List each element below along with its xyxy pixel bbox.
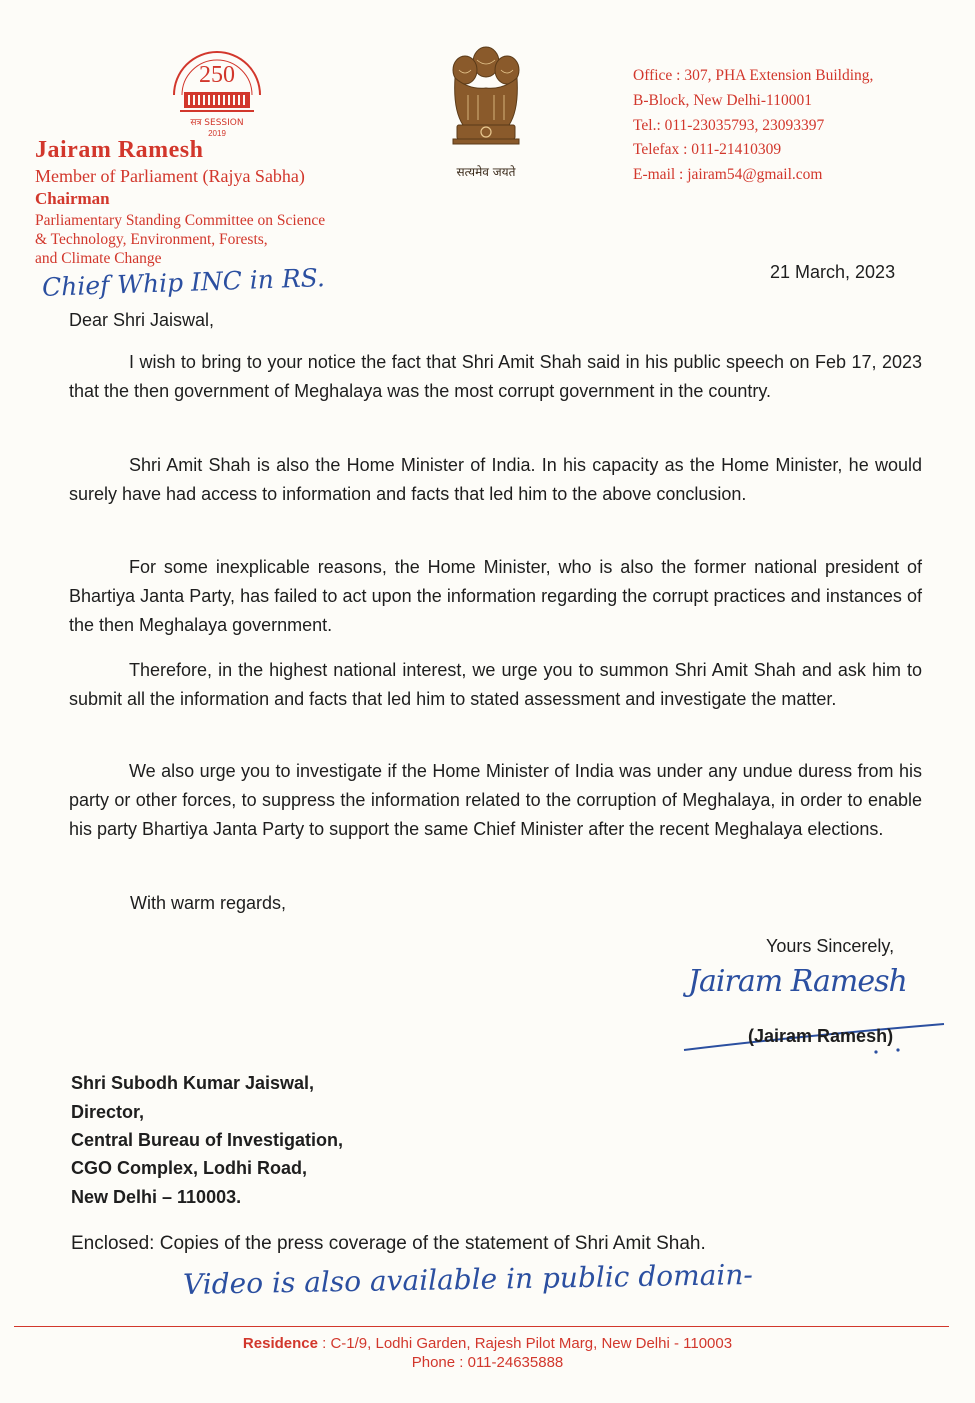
sender-name: Jairam Ramesh [35,137,204,163]
sender-title: Member of Parliament (Rajya Sabha) [35,166,305,186]
committee-line: & Technology, Environment, Forests, [35,231,268,248]
letter-date: 21 March, 2023 [770,262,896,282]
body-paragraph: Shri Amit Shah is also the Home Minister of India. In his capacity as the Home Minister, he would surely have had access to information and facts that led him to the above conclusion. [69,455,922,504]
enclosure-note: Enclosed: Copies of the press coverage of the statement of Shri Amit Shah. [71,1233,706,1254]
committee-line: Parliamentary Standing Committee on Science [35,212,326,229]
body-paragraph: Therefore, in the highest national interest, we urge you to summon Shri Amit Shah and ask him to submit all the information and facts that led him to stated assessment and investigate the matter. [69,660,922,709]
body-paragraph: For some inexplicable reasons, the Home Minister, who is also the former national president of Bhartiya Janta Party, has failed to act upon the information regarding the corrupt practices and instances of the then Meghalaya government. [69,557,922,635]
salutation: Dear Shri Jaiswal, [69,310,215,330]
seal-year: 2019 [208,129,226,138]
committee-line: and Climate Change [35,250,162,267]
seal-number: 250 [199,62,235,88]
handwritten-note: Chief Whip INC in RS. [41,263,326,302]
residence-label: Residence [242,1335,318,1352]
office-address: Office : 307, PHA Extension Building, [633,67,874,84]
recipient-line: New Delhi – 110003. [71,1187,242,1207]
residence-address: : C-1/9, Lodhi Garden, Rajesh Pilot Marg, New Delhi - 110003 [317,1335,733,1352]
signer-name: (Jairam Ramesh) [748,1026,894,1046]
office-phone: Tel.: 011-23035793, 23093397 [633,117,825,134]
recipient-line: Director, [71,1102,145,1122]
closing-regards: With warm regards, [130,893,287,913]
body-paragraph: I wish to bring to your notice the fact that Shri Amit Shah said in his public speech on Feb 17, 2023 that the then government of Meghalaya was the most corrupt government in the country. [69,352,922,401]
office-email: E-mail : jairam54@gmail.com [633,166,823,183]
national-emblem-icon [443,40,529,172]
rajya-sabha-250-seal [162,40,272,140]
footer-divider [14,1326,949,1327]
seal-session: सत्र SESSION [190,118,244,128]
emblem-motto: सत्यमेव जयते [456,165,516,179]
handwritten-postscript: Video is also available in public domain- [182,1258,754,1301]
body-paragraph: We also urge you to investigate if the Home Minister of India was under any undue duress from his party or other forces, to suppress the information related to the corruption of Meghalaya, in order to enable his party Bhartiya Janta Party to support the same Chief Minister after the recent Meghalaya elections. [69,761,922,839]
recipient-line: Central Bureau of Investigation, [71,1130,344,1150]
office-telefax: Telefax : 011-21410309 [633,141,782,158]
signature: Jairam Ramesh [688,964,907,999]
recipient-line: Shri Subodh Kumar Jaiswal, [71,1073,315,1093]
closing-yours: Yours Sincerely, [766,936,895,956]
recipient-line: CGO Complex, Lodhi Road, [71,1158,308,1178]
footer-residence [0,1335,975,1352]
office-address: B-Block, New Delhi-110001 [633,92,812,109]
footer-phone: Phone : 011-24635888 [411,1354,564,1371]
sender-role: Chairman [35,189,110,208]
